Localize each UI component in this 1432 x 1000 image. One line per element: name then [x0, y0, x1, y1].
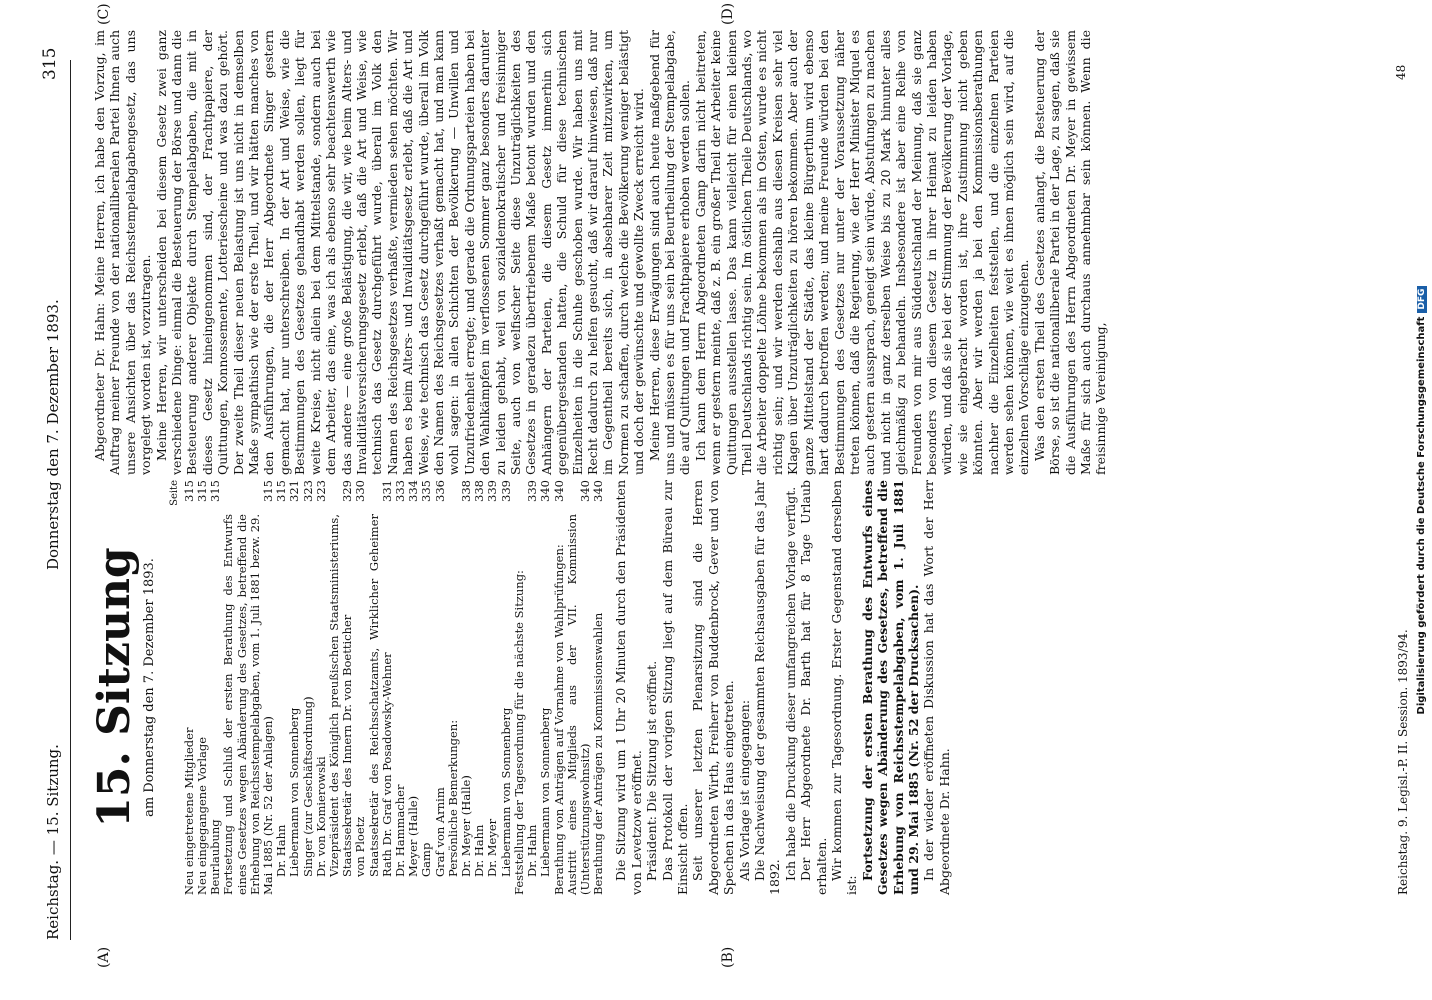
toc-entry-text: Vizepräsident des Königlich preußischen Staatsministeriums, Staatssekretär des Innern Dr. von Boetticher — [327, 514, 355, 877]
toc-entry-text: Dr. Meyer (Halle) — [459, 775, 474, 877]
right-paragraph: Ich kann dem Herrn Abgeordneten Gamp darin nicht beitreten, wenn er gestern meinte, daß z. B. ein großer Theil der Arbeiter keine Quittungen ausstellen lasse. Das kann vielleicht für einen kleinen Theil Deutschlands richtig sein. Im östlichen Theile Deutschlands, wo die Arbeiter doppelte Löhne bekommen als im Osten, wurde es nicht richtig sein; und wir werden deshalb aus diesen Kreisen sehr viel Klagen über Unzuträglichkeiten zu hören bekommen. Aber auch der ganze Mittelstand der Städte, das kleine Bürgerthum wird ebenso hart dadurch betroffen werden; und meine Freunde würden bei den Bestimmungen des Gesetzes nur unter der Voraussetzung näher treten können, daß die Regierung, wie der Herr Minister Miquel es auch gestern aussprach, geneigt sein würde, Abstufungen zu machen und nicht in ganz derselben Weise bis zu 20 Mark hinunter alles gleichmäßig zu behandeln. Insbesondere ist aber eine Reihe von Freunden von mir aus Süddeutschland der Meinung, daß sie ganz besonders von diesem Gesetz in ihrer Heimat zu leiden haben würden, und daß sie bei der Stimmung der Bevölkerung der Vorlage, wie sie eingebracht worden ist, ihre Zustimmung nicht geben könnten. Aber wir werden ja bei den Kommissionsberathungen nachher die Einzelheiten feststellen, und die einzelnen Parteien werden sehen können, wie weit es ihnen möglich sein wird, auf die einzelnen Vorschläge einzugehen. — [692, 30, 1032, 475]
toc-entry — [420, 480, 433, 895]
margin-mark-b: (B) — [720, 946, 736, 968]
toc-entry-text: Meyer (Halle) — [406, 795, 421, 877]
toc-entry-text: Feststellung der Tagesordnung für die nächste Sitzung: — [511, 570, 526, 895]
toc-entry-text: Singer (zur Geschäftsordnung) — [300, 696, 315, 877]
toc-entry-page: 340 — [551, 480, 566, 502]
toc-entry — [566, 480, 592, 895]
toc-entry-text: Persönliche Bemerkungen: — [445, 719, 460, 877]
toc-entry-page: 330 — [353, 480, 368, 502]
margin-mark-d: (D) — [720, 2, 736, 25]
toc-entry-text: Neu eingetretene Mitglieder — [181, 727, 196, 895]
digitization-note — [1412, 0, 1427, 1000]
digitization-text: Digitalisierung gefördert durch die Deutsche Forschungsgemeinschaft — [1416, 316, 1427, 715]
toc-entry-page: 331 — [379, 480, 394, 502]
left-paragraph: Das Protokoll der vorigen Sitzung liegt auf dem Büreau zur Einsicht offen. — [659, 480, 690, 895]
toc-entry-page: 323 — [300, 480, 315, 502]
toc-entry — [407, 480, 420, 895]
left-paragraph: Fortsetzung der ersten Berathung des Entwurfs eines Gesetzes wegen Abänderung des Gesetzes, betreffend die Erhebung von Reichsstempelabgaben, vom 1. Juli 1881 und 29. Mai 1885 (Nr. 52 der Drucksachen). — [859, 480, 922, 895]
toc-entry-text: Liebermann von Sonnenberg — [498, 707, 513, 877]
toc-entry — [368, 480, 394, 895]
toc-entry — [354, 480, 367, 895]
toc-entry-page: 338 — [472, 480, 487, 502]
session-title: 15. Sitzung — [89, 547, 140, 828]
left-paragraph: Präsident: Die Sitzung ist eröffnet. — [644, 660, 660, 881]
toc-entry-page: 340 — [538, 480, 553, 502]
right-paragraph: Was den ersten Theil des Gesetzes anlangt, die Besteuerung der Börse, so ist die nationalliberale Partei in der Lage, zu sagen, daß sie die Ausführungen des Herrn Abgeordneten Dr. Meyer in gewissem Maße für sich auch durchaus annehmbar sein können. Wenn die freisinnige Vereinigung, — [1031, 30, 1109, 475]
margin-mark-c: (C) — [96, 3, 112, 25]
toc-entry-page: 315 — [195, 480, 210, 502]
toc-entry-text: Dr. Hahn — [472, 824, 487, 877]
left-paragraph: Als Vorlage ist eingegangen: — [736, 699, 752, 881]
toc-entry — [539, 480, 552, 895]
toc-entry-text: Dr. Hammacher — [393, 784, 408, 877]
toc-entry — [288, 480, 301, 895]
footer-left: Reichstag. 9. Legisl.-P. II. Session. 1893/94. — [1396, 629, 1410, 895]
toc-entry-text: Beurlaubung — [208, 819, 223, 895]
toc-entry — [592, 480, 605, 895]
toc-entry-page: 329 — [340, 480, 355, 502]
toc-entry-page: 315 — [181, 480, 196, 502]
toc-entry-text: Dr. Hahn — [525, 824, 540, 877]
toc-page-label: Seite — [169, 480, 181, 506]
toc-entry-page: 340 — [577, 480, 592, 502]
toc-entry-page: 323 — [313, 480, 328, 502]
dfg-logo: DFG — [1417, 286, 1427, 313]
right-column — [92, 30, 1109, 475]
toc-entry-text: Berathung der Anträgen zu Kommissionswahlen — [591, 612, 606, 895]
running-head-left: Reichstag. — 15. Sitzung. — [44, 744, 62, 940]
toc-entry-text: Fortsetzung und Schluß der ersten Berathung des Entwurfs eines Gesetzes wegen Abänderung des Gesetzes, betreffend die Erhebung von Reichsstempelabgaben, vom 1. Juli 1881 bezw. 29. Mai 1885 (Nr. 52 der Anlagen) — [221, 514, 276, 895]
margin-mark-a: (A) — [96, 946, 112, 968]
toc-entry-text: Berathung von Anträgen auf Vornahme von Wahlprüfungen: — [551, 544, 566, 895]
toc-entry-page: 315 — [208, 480, 223, 502]
header-rule — [70, 60, 71, 940]
toc-entry-text: Liebermann von Sonnenberg — [538, 707, 553, 877]
right-paragraph: Abgeordneter Dr. Hahn: Meine Herren, ich habe den Vorzug, im Auftrag meiner Freunde von der nationalliberalen Partei Ihnen auch unsere Ansichten über das Reichsstempelabgabengesetz, das uns vorgelegt worden ist, vorzutragen. — [92, 30, 154, 475]
toc-entry — [553, 480, 566, 895]
toc-entry-text: Gamp — [419, 842, 434, 877]
footer-signature: 48 — [1394, 64, 1408, 80]
toc-entry-text: Neu eingegangene Vorlage — [195, 736, 210, 895]
toc-entry — [500, 480, 513, 895]
digitization-sidebar — [1412, 0, 1432, 1000]
left-paragraph: In der wieder eröffneten Diskussion hat das Wort der Herr Abgeordnete Dr. Hahn. — [921, 480, 952, 895]
page-number: 315 — [40, 47, 60, 80]
toc-entry-text: Austritt eines Mitglieds aus der VII. Kommission (Unterstützungswohnsitz) — [564, 514, 592, 895]
toc-entry-text: Dr. Hahn — [274, 824, 289, 877]
left-paragraph: Ich habe die Druckung dieser umfangreichen Vorlage verfügt. — [782, 486, 798, 881]
left-column — [86, 480, 952, 895]
toc-entry-page: 315 — [274, 480, 289, 502]
toc-entry-page: 334 — [406, 480, 421, 502]
session-subtitle: am Donnerstag den 7. Dezember 1893. — [142, 558, 157, 817]
running-head-date: Donnerstag den 7. Dezember 1893. — [44, 299, 62, 570]
toc-entry — [434, 480, 447, 895]
left-paragraph: Die Nachweisung der gesammten Reichsausgaben für das Jahr 1892. — [751, 480, 783, 895]
toc-entry-page: 335 — [419, 480, 434, 502]
table-of-contents — [183, 480, 606, 895]
left-paragraph: Die Sitzung wird um 1 Uhr 20 Minuten durch den Präsidenten von Levetzow eröffnet. — [613, 480, 644, 895]
toc-entry-page: 339 — [525, 480, 540, 502]
toc-entry-page: 338 — [459, 480, 474, 502]
toc-entry-text: Staatssekretär des Reichsschatzamts, Wirklicher Geheimer Rath Dr. Graf von Posadowsky-Wehner — [366, 514, 394, 877]
toc-entry-text: Graf von Arnim — [432, 787, 447, 877]
toc-entry-page: 336 — [432, 480, 447, 502]
left-body-text — [613, 480, 952, 895]
toc-entry-text: Liebermann von Sonnenberg — [287, 707, 302, 877]
toc-entry-text: von Ploetz — [353, 816, 368, 877]
right-paragraph: Meine Herren, diese Erwägungen sind auch heute maßgebend für uns und müssen es für uns sein bei Beurtheilung der Stempelabgabe, die auf Quittungen und Frachtpapiere erhoben werden sollen. — [646, 30, 693, 475]
toc-entry — [328, 480, 354, 895]
toc-entry-page: 321 — [287, 480, 302, 502]
toc-entry-page: 339 — [498, 480, 513, 502]
left-paragraph: Der Herr Abgeordnete Dr. Barth hat für 8 Tage Urlaub erhalten. — [798, 480, 829, 895]
toc-entry — [486, 480, 499, 895]
left-paragraph: Seit unserer letzten Plenarsitzung sind die Herren Abgeordneten Wirth, Freiherr von Buddenbrock, Gever und von Spechen in das Haus eingetreten. — [690, 480, 737, 895]
toc-entry — [222, 480, 275, 895]
left-paragraph: Wir kommen zur Tagesordnung. Erster Gegenstand derselben ist: — [829, 480, 860, 895]
toc-entry-text: Dr. Meyer — [485, 818, 500, 877]
toc-entry-page: 339 — [485, 480, 500, 502]
toc-entry-page: 340 — [591, 480, 606, 502]
toc-entry-page: 333 — [393, 480, 408, 502]
toc-entry — [302, 480, 315, 895]
right-paragraph: Meine Herren, wir unterscheiden bei diesem Gesetz zwei ganz verschiedene Dinge: einmal die Besteuerung der Börse und dann die Besteuerung anderer Objekte durch Stempelabgaben, die mit in dieses Gesetz hineingenommen sind, der Frachtpapiere, der Quittungen, Konnossemente, Lotteriescheine und was dazu gehört. Der zweite Theil dieser neuen Belastung ist uns nicht in demselben Maße sympathisch wie der erste Theil, und wir hätten manches von den Ausführungen, die der Herr Abgeordnete Singer gestern gemacht hat, nur unterschreiben. In der Art und Weise, wie die Bestimmungen des Gesetzes gehandhabt werden sollen, liegt für weite Kreise, nicht allein bei dem Mittelstande, sondern auch bei dem Arbeiter, das eine, was ich als ebenso sehr beachtenswerth wie das andere — eine große Belästigung, die wir, wie beim Alters- und Invaliditätsversicherungsgesetz erlebt, daß die Art und Weise, wie technisch das Gesetz durchgeführt wurde, überall im Volk den Namen des Reichsgesetzes verhaßte, vermieden sehen möchten. Wir haben es beim Alters- und Invaliditätsgesetz erlebt, daß die Art und Weise, wie technisch das Gesetz durchgeführt wurde, überall im Volk den Namen des Reichsgesetzes verhaßt gemacht hat, und man kann wohl sagen: in allen Schichten der Bevölkerung — Unwillen und Unzufriedenheit erregte; und gerade die Ordnungsparteien haben bei den Wahlkämpfen im verflossenen Sommer ganz besonders darunter zu leiden gehabt, weil von sozialdemokratischer und freisinniger Seite, auch von welfischer Seite diese Unzuträglichkeiten des Gesetzes in geradezu übertriebenem Maße betont wurden und den Anhängern der Parteien, die diesem Gesetz immerhin sich gegenübergestanden hatten, die Schuld für diese technischen Einzelheiten in die Schuhe geschoben wurde. Wir haben uns mit Recht dadurch zu helfen gesucht, daß wir darauf hinwiesen, daß nur im Gegentheil bereits sich, in absehbarer Zeit mitzuwirken, um Normen zu schaffen, durch welche die Bevölkerung weniger belästigt und doch der gewünschte und gewollte Zweck erreicht wird. — [153, 30, 647, 475]
toc-entry-page: 315 — [261, 480, 276, 502]
toc-entry-text: Dr. von Komierowski — [313, 756, 328, 877]
